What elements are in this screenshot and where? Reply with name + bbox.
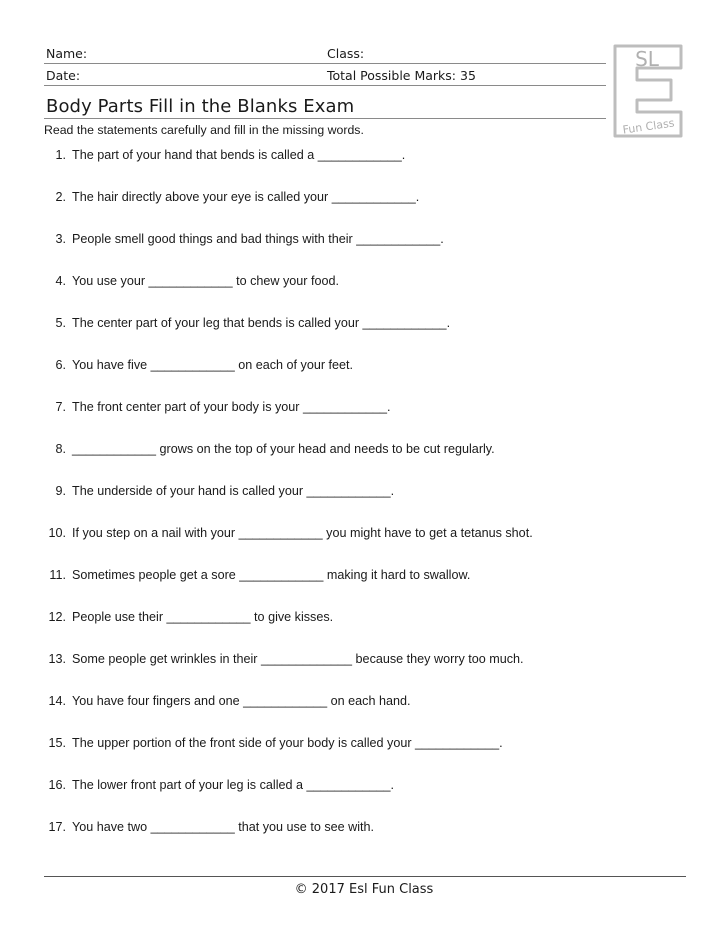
question-text: You have four fingers and one ____________ on each hand. — [72, 694, 411, 708]
instructions: Read the statements carefully and fill in the missing words. — [44, 123, 364, 137]
question-text: Some people get wrinkles in their _____________ because they worry too much. — [72, 652, 524, 666]
question-text: You have five ____________ on each of your feet. — [72, 358, 354, 372]
logo-text-fun-class: Fun Class — [621, 116, 676, 137]
title-row — [44, 90, 606, 119]
question-item: 14. You have four fingers and one ____________ on each hand. — [48, 694, 411, 708]
question-item: 16. The lower front part of your leg is called a ____________. — [48, 778, 395, 792]
footer-divider — [44, 876, 686, 877]
question-text: The part of your hand that bends is called a ____________. — [72, 148, 406, 162]
question-item: 6. You have five ____________ on each of your feet. — [55, 358, 354, 372]
question-text: The lower front part of your leg is called a ____________. — [72, 778, 395, 792]
question-item: 9. The underside of your hand is called your ____________. — [55, 484, 395, 498]
page-title: Body Parts Fill in the Blanks Exam — [46, 96, 355, 117]
total-marks-label: Total Possible Marks: 35 — [327, 68, 476, 83]
esl-fun-class-logo — [611, 40, 687, 140]
question-item: 4. You use your ____________ to chew your food. — [55, 274, 340, 288]
logo-text-sl: SL — [635, 47, 659, 71]
question-text: The front center part of your body is your ____________. — [72, 400, 391, 414]
question-text: People use their ____________ to give kisses. — [72, 610, 334, 624]
header-row-name-class — [44, 43, 606, 64]
question-text: The hair directly above your eye is called your ____________. — [72, 190, 420, 204]
question-text: If you step on a nail with your ____________ you might have to get a tetanus shot. — [72, 526, 533, 540]
question-text: Sometimes people get a sore ____________ making it hard to swallow. — [72, 568, 471, 582]
question-text: You use your ____________ to chew your food. — [72, 274, 340, 288]
question-text: The underside of your hand is called your ____________. — [72, 484, 395, 498]
question-text: The center part of your leg that bends is called your ____________. — [72, 316, 451, 330]
question-text: The upper portion of the front side of your body is called your ____________. — [72, 736, 503, 750]
question-text: People smell good things and bad things with their ____________. — [72, 232, 444, 246]
question-text: ____________ grows on the top of your head and needs to be cut regularly. — [72, 442, 495, 456]
question-item: 5. The center part of your leg that bends is called your ____________. — [55, 316, 451, 330]
question-text: You have two ____________ that you use to see with. — [72, 820, 375, 834]
question-item: 3. People smell good things and bad things with their ____________. — [55, 232, 444, 246]
question-item: 15. The upper portion of the front side of your body is called your ____________. — [48, 736, 503, 750]
copyright-footer: © 2017 Esl Fun Class — [294, 882, 434, 897]
class-label: Class: — [327, 46, 365, 61]
question-item: 12. People use their ____________ to give kisses. — [48, 610, 334, 624]
question-item: 13. Some people get wrinkles in their _____________ because they worry too much. — [48, 652, 524, 666]
question-item: 10. If you step on a nail with your ____________ you might have to get a tetanus shot. — [48, 526, 533, 540]
question-item: 11. Sometimes people get a sore ____________ making it hard to swallow. — [49, 568, 471, 582]
name-label: Name: — [46, 46, 88, 61]
question-item: 2. The hair directly above your eye is called your ____________. — [55, 190, 420, 204]
header-row-date-marks — [44, 65, 606, 86]
question-item: 8. ____________ grows on the top of your head and needs to be cut regularly. — [55, 442, 495, 456]
question-item: 1. The part of your hand that bends is called a ____________. — [55, 148, 406, 162]
question-item: 17. You have two ____________ that you use to see with. — [48, 820, 375, 834]
question-item: 7. The front center part of your body is your ____________. — [55, 400, 391, 414]
date-label: Date: — [46, 68, 81, 83]
